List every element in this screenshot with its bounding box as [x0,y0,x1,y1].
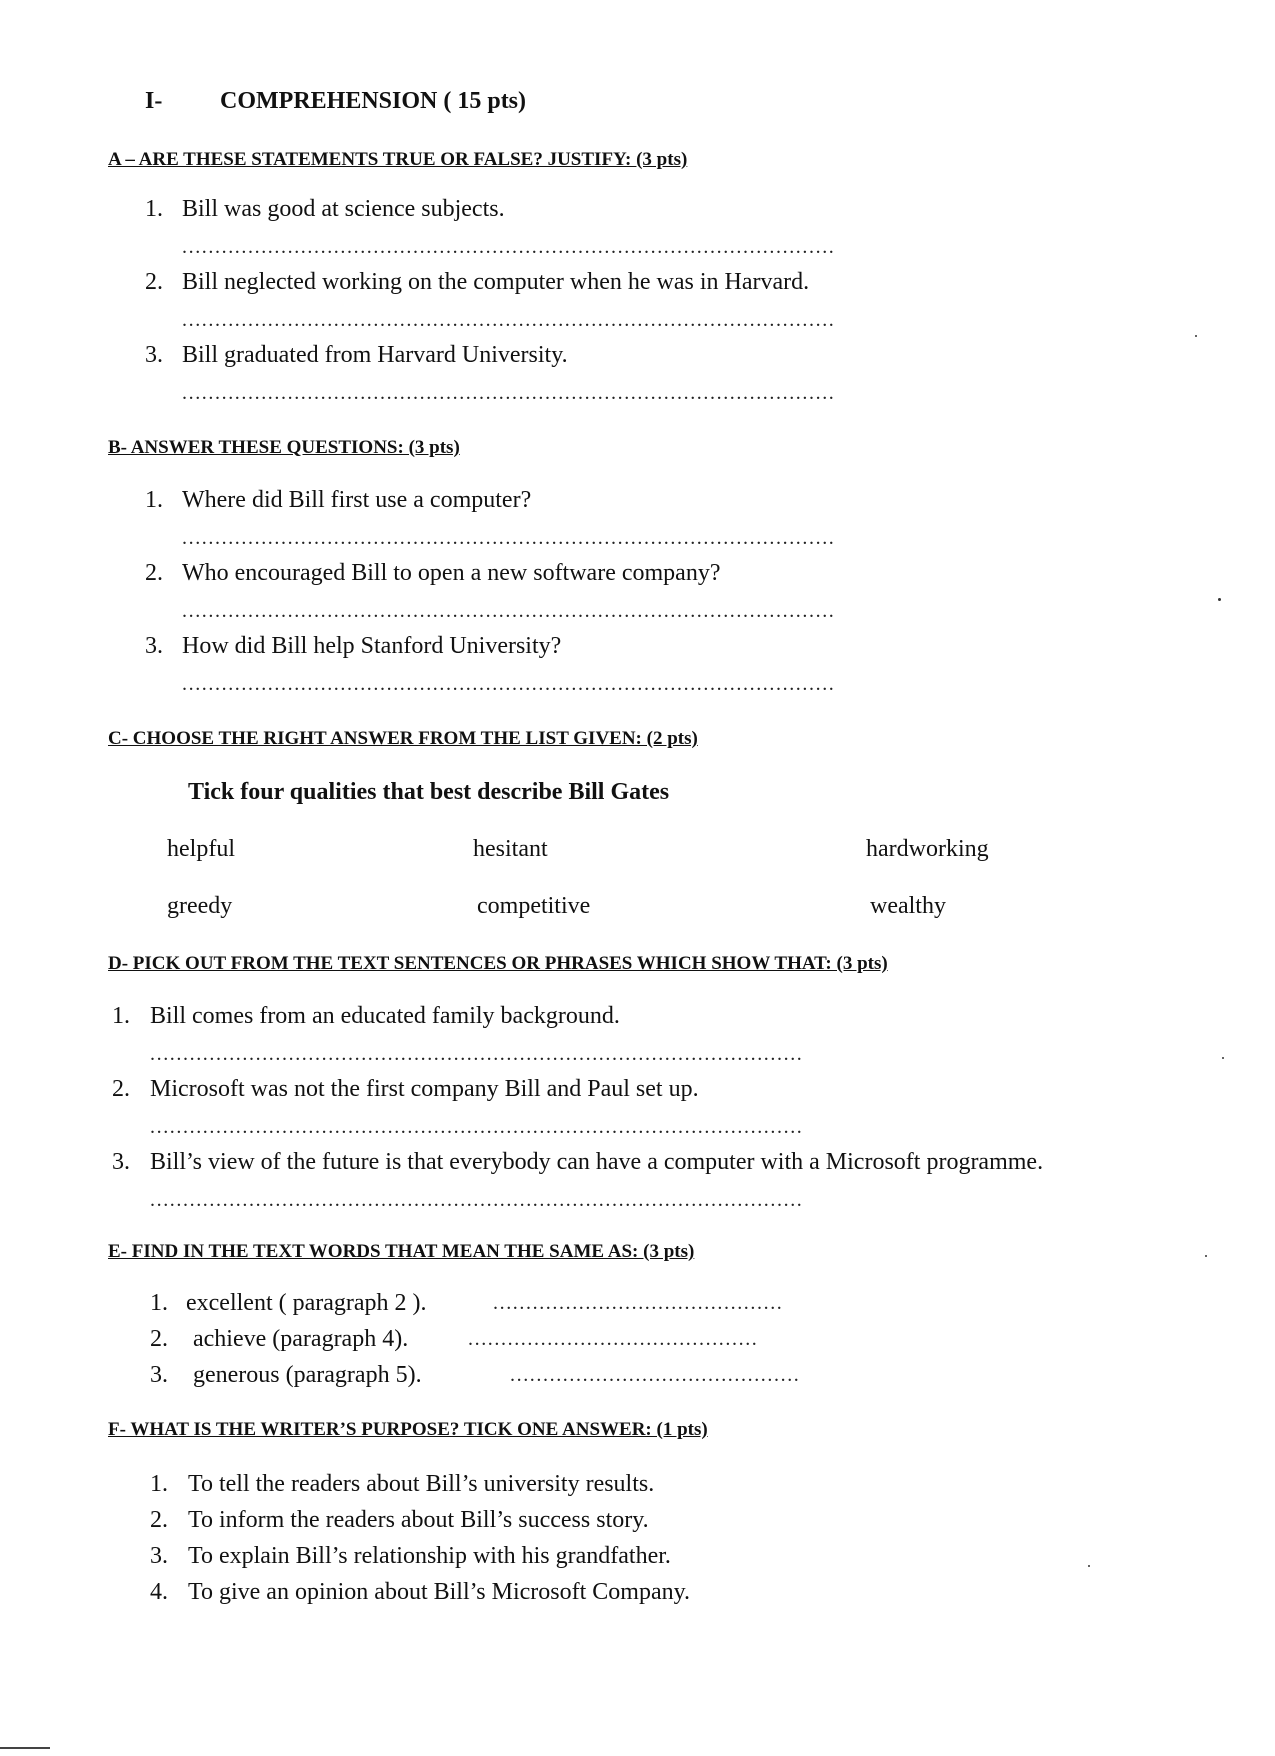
part-c-instruction: Tick four qualities that best describe Bill Gates [188,779,670,805]
section-title: COMPREHENSION ( 15 pts) [220,88,527,114]
part-e-item-text: excellent ( paragraph 2 ). [186,1290,427,1316]
answer-line[interactable]: ................................................................................................... [182,236,836,258]
answer-line[interactable]: ............................................ [510,1364,801,1386]
quality-option[interactable]: greedy [167,893,233,919]
scan-speck [1222,1057,1224,1059]
answer-line[interactable]: ................................................................................................... [182,309,836,331]
quality-option[interactable]: hardworking [866,836,989,862]
part-f-heading: F- WHAT IS THE WRITER’S PURPOSE? TICK ONE ANSWER: (1 pts) [108,1419,708,1440]
part-a-item-number: 3. [145,342,163,368]
part-d-heading: D- PICK OUT FROM THE TEXT SENTENCES OR PHRASES WHICH SHOW THAT: (3 pts) [108,953,888,974]
part-d-item-text: Bill comes from an educated family background. [150,1003,620,1029]
part-b-item-number: 2. [145,560,163,586]
answer-line[interactable]: ................................................................................................... [182,673,836,695]
part-d-item-number: 1. [112,1003,130,1029]
part-d-item-text: Microsoft was not the first company Bill and Paul set up. [150,1076,699,1102]
part-b-item-number: 3. [145,633,163,659]
purpose-option[interactable]: To tell the readers about Bill’s university results. [188,1471,655,1497]
part-b-item-text: Where did Bill first use a computer? [182,487,532,513]
part-d-item-number: 2. [112,1076,130,1102]
scan-speck [1218,598,1221,601]
answer-line[interactable]: ............................................ [493,1292,784,1314]
part-e-item-text: achieve (paragraph 4). [193,1326,409,1352]
part-a-item-text: Bill neglected working on the computer when he was in Harvard. [182,269,810,295]
part-b-item-text: How did Bill help Stanford University? [182,633,562,659]
purpose-option[interactable]: To give an opinion about Bill’s Microsoft Company. [188,1579,691,1605]
part-b-heading: B- ANSWER THESE QUESTIONS: (3 pts) [108,437,460,458]
answer-line[interactable]: ................................................................................................... [182,382,836,404]
part-d-item-text: Bill’s view of the future is that everybody can have a computer with a Microsoft programme. [150,1149,1044,1175]
part-a-item-text: Bill graduated from Harvard University. [182,342,568,368]
part-f-item-number: 3. [150,1543,168,1569]
scan-speck [1088,1565,1090,1567]
scan-edge-mark [0,1747,50,1749]
scan-speck [1205,1255,1207,1257]
part-a-item-number: 1. [145,196,163,222]
part-e-heading: E- FIND IN THE TEXT WORDS THAT MEAN THE SAME AS: (3 pts) [108,1241,695,1262]
part-f-item-number: 1. [150,1471,168,1497]
quality-option[interactable]: wealthy [870,893,946,919]
part-e-item-number: 3. [150,1362,168,1388]
answer-line[interactable]: ............................................ [468,1328,759,1350]
part-c-heading: C- CHOOSE THE RIGHT ANSWER FROM THE LIST GIVEN: (2 pts) [108,728,698,749]
part-b-item-number: 1. [145,487,163,513]
answer-line[interactable]: ................................................................................................... [182,600,836,622]
part-d-item-number: 3. [112,1149,130,1175]
answer-line[interactable]: ................................................................................................... [182,527,836,549]
part-e-item-text: generous (paragraph 5). [193,1362,422,1388]
purpose-option[interactable]: To explain Bill’s relationship with his grandfather. [188,1543,671,1569]
purpose-option[interactable]: To inform the readers about Bill’s success story. [188,1507,649,1533]
part-e-item-number: 2. [150,1326,168,1352]
answer-line[interactable]: ................................................................................................... [150,1189,804,1211]
part-f-item-number: 4. [150,1579,168,1605]
part-a-item-number: 2. [145,269,163,295]
section-number: I- [145,88,163,114]
scan-speck [1195,335,1197,337]
quality-option[interactable]: helpful [167,836,235,862]
part-a-heading: A – ARE THESE STATEMENTS TRUE OR FALSE? JUSTIFY: (3 pts) [108,149,688,170]
part-a-item-text: Bill was good at science subjects. [182,196,505,222]
answer-line[interactable]: ................................................................................................... [150,1043,804,1065]
answer-line[interactable]: ................................................................................................... [150,1116,804,1138]
quality-option[interactable]: hesitant [473,836,548,862]
quality-option[interactable]: competitive [477,893,591,919]
part-f-item-number: 2. [150,1507,168,1533]
part-e-item-number: 1. [150,1290,168,1316]
part-b-item-text: Who encouraged Bill to open a new software company? [182,560,721,586]
